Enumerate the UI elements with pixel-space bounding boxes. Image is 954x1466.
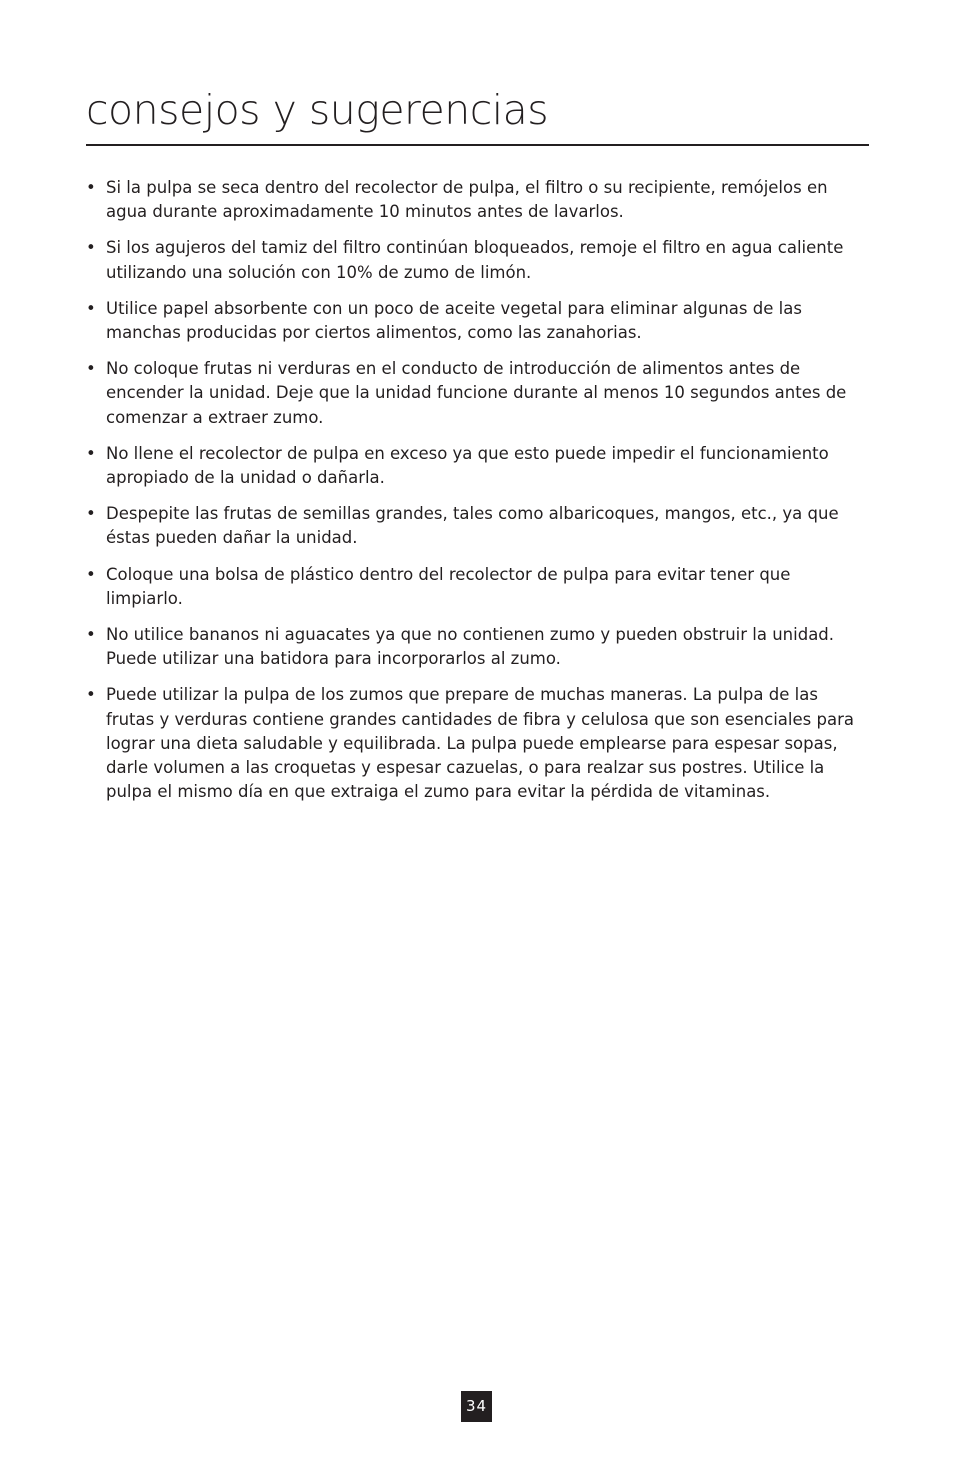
list-item (86, 563, 861, 611)
bullet-icon: • (86, 238, 96, 258)
bullet-icon: • (86, 564, 96, 584)
tip-text: No llene el recolector de pulpa en exceso ya que esto puede impedir el funcionamiento apropiado de la unidad o dañarla. (106, 443, 829, 488)
list-item (86, 502, 861, 550)
page-number: 34 (461, 1391, 492, 1422)
bullet-icon: • (86, 443, 96, 463)
tip-text: Si los agujeros del tamiz del filtro continúan bloqueados, remoje el filtro en agua caliente utilizando una solución con 10% de zumo de limón. (106, 238, 844, 282)
tip-text: Despepite las frutas de semillas grandes, tales como albaricoques, mangos, etc., ya que éstas pueden dañar la unidad. (106, 504, 839, 548)
tips-list (86, 176, 861, 816)
bullet-icon: • (86, 685, 96, 705)
tip-text: No coloque frutas ni verduras en el conducto de introducción de alimentos antes de encender la unidad. Deje que la unidad funcione durante al menos 10 segundos antes de comenzar a extraer zumo. (106, 359, 847, 427)
tip-text: Si la pulpa se seca dentro del recolector de pulpa, el filtro o su recipiente, remójelos en agua durante aproximadamente 10 minutos antes de lavarlos. (106, 178, 828, 222)
bullet-icon: • (86, 298, 96, 318)
tip-text: Utilice papel absorbente con un poco de aceite vegetal para eliminar algunas de las manchas producidas por ciertos alimentos, como las zanahorias. (106, 298, 802, 343)
bullet-icon: • (86, 178, 96, 197)
list-item (86, 442, 861, 490)
page-title: consejos y sugerencias (86, 86, 549, 134)
tip-text: Coloque una bolsa de plástico dentro del recolector de pulpa para evitar tener que limpiarlo. (106, 564, 791, 608)
bullet-icon: • (86, 625, 96, 645)
tip-text: Puede utilizar la pulpa de los zumos que prepare de muchas maneras. La pulpa de las frutas y verduras contiene grandes cantidades de fibra y celulosa que son esenciales para lograr una dieta saludable y equilibrada. La pulpa puede emplearse para espesar sopas, darle volumen a las croquetas y espesar cazuelas, o para realzar sus postres. Utilice la pulpa el mismo día en que extraiga el zumo para evitar la pérdida de vitaminas. (106, 685, 854, 802)
list-item (86, 623, 861, 671)
list-item (86, 297, 861, 345)
list-item (86, 236, 861, 284)
list-item (86, 683, 861, 804)
bullet-icon: • (86, 359, 96, 379)
list-item (86, 357, 861, 430)
bullet-icon: • (86, 504, 96, 524)
title-divider (86, 144, 869, 146)
tip-text: No utilice bananos ni aguacates ya que no contienen zumo y pueden obstruir la unidad. Puede utilizar una batidora para incorporarlos al zumo. (106, 625, 835, 669)
list-item (86, 176, 861, 224)
